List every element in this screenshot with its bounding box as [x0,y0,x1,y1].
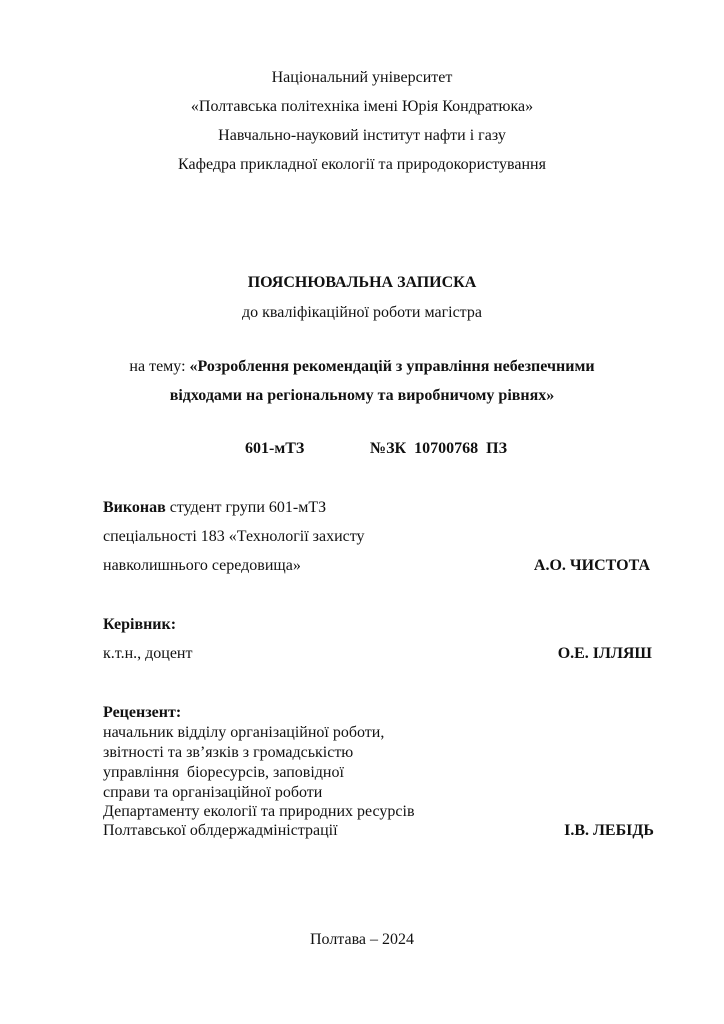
reviewer-position-line: начальник відділу організаційної роботи, [103,724,385,741]
author-name: А.О. ЧИСТОТА [533,557,650,574]
topic-text-1: «Розроблення рекомендацій з управління небезпечними [189,358,595,375]
document-subheading: до кваліфікаційної роботи магістра [242,304,482,321]
group-code: 601-мТЗ [245,440,305,457]
reviewer-position-line: Департаменту екології та природних ресурсів [103,803,415,820]
reviewer-position-line: звітності та зв’язків з громадськістю [103,744,354,761]
department-name: Кафедра прикладної екології та природокористування [178,156,546,173]
institute-name: Навчально-науковий інститут нафти і газу [218,127,506,144]
author-label: Виконав [103,499,166,516]
university-full-name: «Полтавська політехніка імені Юрія Кондратюка» [190,98,534,115]
document-code: №ЗК 10700768 ПЗ [370,440,508,457]
author-line-1 [103,498,326,518]
supervisor-name: О.Е. ІЛЛЯШ [557,645,652,662]
author-group: студент групи 601-мТЗ [165,499,327,516]
reviewer-position-line: управління біоресурсів, заповідної [103,764,344,781]
author-specialty-2: навколишнього середовища» [103,557,301,574]
reviewer-label: Рецензент: [103,704,182,721]
reviewer-position-line: справи та організаційної роботи [103,784,323,801]
topic-line-1 [0,357,724,377]
topic-prefix: на тему: [129,358,190,375]
author-specialty: спеціальності 183 «Технології захисту [103,528,365,545]
city-year: Полтава – 2024 [309,931,415,948]
supervisor-position: к.т.н., доцент [103,645,193,662]
document-heading: ПОЯСНЮВАЛЬНА ЗАПИСКА [247,274,477,291]
reviewer-position-line: Полтавської облдержадміністрації [103,822,338,839]
reviewer-name: І.В. ЛЕБІДЬ [564,822,654,839]
supervisor-label: Керівник: [103,616,177,633]
university-name: Національний університет [271,69,453,86]
topic-line-2: відходами на регіональному та виробничому рівнях» [169,387,555,404]
